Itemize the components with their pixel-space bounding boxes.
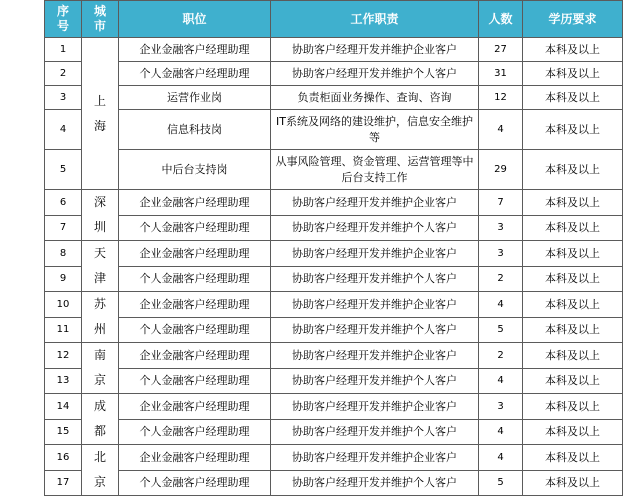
cell-count: 27	[479, 38, 523, 62]
cell-seq: 9	[45, 266, 82, 292]
header-seq-a: 序 号	[56, 4, 69, 33]
cell-duty: 协助客户经理开发并维护企业客户	[271, 292, 479, 318]
cell-seq: 2	[45, 62, 82, 86]
cell-education: 本科及以上	[523, 292, 623, 318]
recruitment-table	[44, 0, 623, 496]
cell-position: 企业金融客户经理助理	[119, 343, 271, 369]
cell-education: 本科及以上	[523, 150, 623, 190]
header-count: 人数	[479, 1, 523, 38]
cell-seq: 16	[45, 445, 82, 471]
cell-city: 上 海	[82, 38, 119, 190]
cell-seq: 3	[45, 86, 82, 110]
table-row	[45, 190, 623, 216]
cell-duty: 协助客户经理开发并维护个人客户	[271, 470, 479, 496]
cell-duty: IT系统及网络的建设维护，信息安全维护等	[271, 110, 479, 150]
cell-position: 中后台支持岗	[119, 150, 271, 190]
cell-position: 企业金融客户经理助理	[119, 394, 271, 420]
table-row	[45, 470, 623, 496]
cell-duty: 协助客户经理开发并维护个人客户	[271, 266, 479, 292]
table-row	[45, 215, 623, 241]
header-education: 学历要求	[523, 1, 623, 38]
cell-duty: 协助客户经理开发并维护个人客户	[271, 62, 479, 86]
table-row	[45, 110, 623, 150]
cell-count: 3	[479, 394, 523, 420]
table-row	[45, 292, 623, 318]
header-city-a: 城 市	[93, 4, 106, 33]
table-row	[45, 86, 623, 110]
cell-count: 3	[479, 215, 523, 241]
cell-position: 个人金融客户经理助理	[119, 470, 271, 496]
cell-seq: 12	[45, 343, 82, 369]
cell-count: 2	[479, 343, 523, 369]
cell-education: 本科及以上	[523, 38, 623, 62]
cell-seq: 8	[45, 241, 82, 267]
cell-count: 4	[479, 445, 523, 471]
cell-education: 本科及以上	[523, 317, 623, 343]
cell-education: 本科及以上	[523, 266, 623, 292]
cell-count: 7	[479, 190, 523, 216]
cell-seq: 14	[45, 394, 82, 420]
cell-position: 个人金融客户经理助理	[119, 266, 271, 292]
cell-seq: 17	[45, 470, 82, 496]
cell-count: 4	[479, 110, 523, 150]
cell-position: 企业金融客户经理助理	[119, 241, 271, 267]
cell-position: 个人金融客户经理助理	[119, 368, 271, 394]
cell-position: 企业金融客户经理助理	[119, 38, 271, 62]
table-row	[45, 343, 623, 369]
cell-education: 本科及以上	[523, 445, 623, 471]
cell-seq: 4	[45, 110, 82, 150]
cell-count: 31	[479, 62, 523, 86]
cell-duty: 协助客户经理开发并维护企业客户	[271, 394, 479, 420]
cell-count: 4	[479, 368, 523, 394]
cell-education: 本科及以上	[523, 62, 623, 86]
header-position: 职位	[119, 1, 271, 38]
cell-education: 本科及以上	[523, 241, 623, 267]
cell-seq: 15	[45, 419, 82, 445]
header-seq	[45, 1, 82, 38]
table-row	[45, 394, 623, 420]
cell-position: 企业金融客户经理助理	[119, 292, 271, 318]
cell-city: 苏 州	[82, 292, 119, 343]
cell-seq: 10	[45, 292, 82, 318]
cell-education: 本科及以上	[523, 190, 623, 216]
cell-city: 深 圳	[82, 190, 119, 241]
cell-duty: 协助客户经理开发并维护企业客户	[271, 445, 479, 471]
cell-duty: 从事风险管理、资金管理、运营管理等中后台支持工作	[271, 150, 479, 190]
cell-seq: 7	[45, 215, 82, 241]
cell-city: 成 都	[82, 394, 119, 445]
table-row	[45, 266, 623, 292]
cell-seq: 13	[45, 368, 82, 394]
cell-duty: 协助客户经理开发并维护企业客户	[271, 38, 479, 62]
cell-position: 企业金融客户经理助理	[119, 190, 271, 216]
table-body	[45, 38, 623, 496]
table-row	[45, 241, 623, 267]
cell-seq: 11	[45, 317, 82, 343]
cell-education: 本科及以上	[523, 86, 623, 110]
table-row	[45, 62, 623, 86]
cell-education: 本科及以上	[523, 419, 623, 445]
cell-duty: 协助客户经理开发并维护个人客户	[271, 317, 479, 343]
cell-position: 个人金融客户经理助理	[119, 62, 271, 86]
table-row	[45, 445, 623, 471]
cell-duty: 协助客户经理开发并维护个人客户	[271, 419, 479, 445]
cell-education: 本科及以上	[523, 368, 623, 394]
cell-seq: 6	[45, 190, 82, 216]
cell-position: 个人金融客户经理助理	[119, 215, 271, 241]
cell-count: 2	[479, 266, 523, 292]
cell-position: 运营作业岗	[119, 86, 271, 110]
cell-seq: 1	[45, 38, 82, 62]
cell-city: 北 京	[82, 445, 119, 496]
cell-education: 本科及以上	[523, 470, 623, 496]
cell-education: 本科及以上	[523, 215, 623, 241]
cell-education: 本科及以上	[523, 110, 623, 150]
cell-education: 本科及以上	[523, 394, 623, 420]
header-duty: 工作职责	[271, 1, 479, 38]
table-row	[45, 38, 623, 62]
cell-position: 个人金融客户经理助理	[119, 317, 271, 343]
header-city	[82, 1, 119, 38]
cell-duty: 协助客户经理开发并维护企业客户	[271, 190, 479, 216]
cell-count: 3	[479, 241, 523, 267]
cell-count: 12	[479, 86, 523, 110]
table-row	[45, 419, 623, 445]
cell-count: 29	[479, 150, 523, 190]
cell-count: 5	[479, 317, 523, 343]
table-row	[45, 368, 623, 394]
cell-position: 企业金融客户经理助理	[119, 445, 271, 471]
cell-position: 信息科技岗	[119, 110, 271, 150]
cell-count: 4	[479, 419, 523, 445]
table-row	[45, 317, 623, 343]
cell-duty: 协助客户经理开发并维护企业客户	[271, 241, 479, 267]
cell-city: 天 津	[82, 241, 119, 292]
cell-duty: 协助客户经理开发并维护企业客户	[271, 343, 479, 369]
cell-city: 南 京	[82, 343, 119, 394]
cell-duty: 负责柜面业务操作、查询、咨询	[271, 86, 479, 110]
table-header-row	[45, 1, 623, 38]
cell-position: 个人金融客户经理助理	[119, 419, 271, 445]
cell-count: 5	[479, 470, 523, 496]
cell-duty: 协助客户经理开发并维护个人客户	[271, 215, 479, 241]
cell-seq: 5	[45, 150, 82, 190]
cell-education: 本科及以上	[523, 343, 623, 369]
cell-duty: 协助客户经理开发并维护个人客户	[271, 368, 479, 394]
cell-count: 4	[479, 292, 523, 318]
table-row	[45, 150, 623, 190]
